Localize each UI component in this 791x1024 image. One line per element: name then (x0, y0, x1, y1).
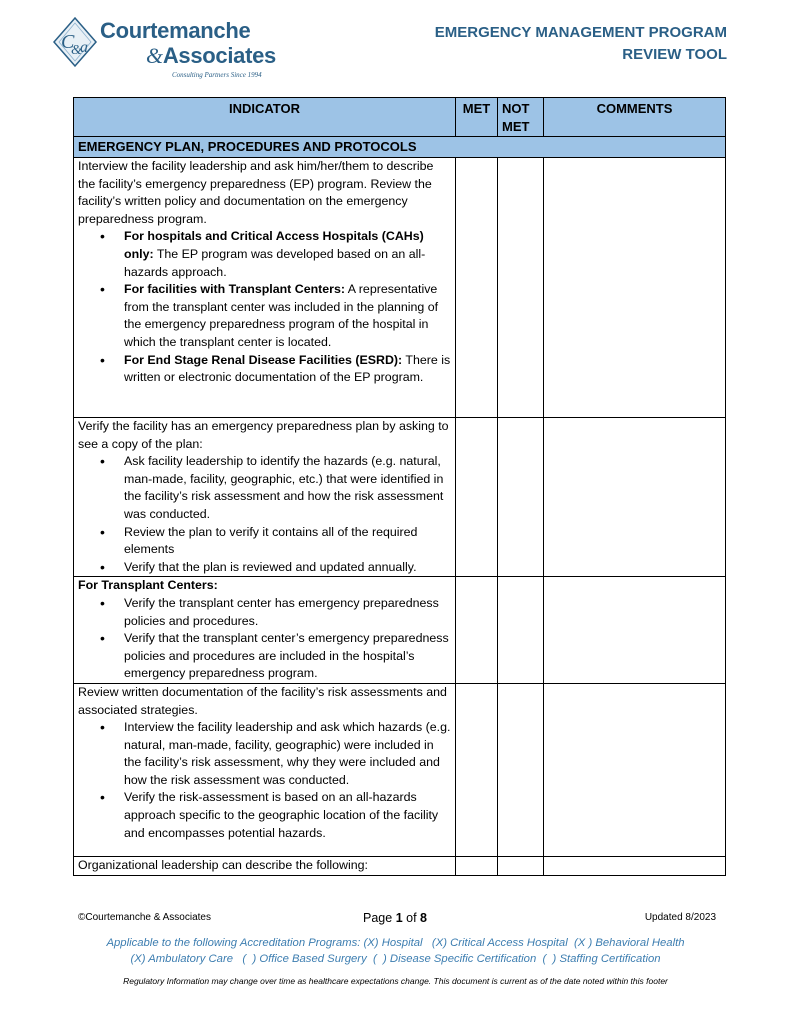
bullet-bold-label: For End Stage Renal Disease Facilities (ESRD): (124, 352, 403, 367)
page-of: of (402, 911, 421, 925)
indicator-cell (74, 158, 456, 418)
not-met-cell[interactable] (498, 158, 544, 418)
column-header-met: MET (456, 98, 498, 137)
met-cell[interactable] (456, 158, 498, 418)
comments-cell[interactable] (544, 683, 726, 856)
indicator-bullet-list (78, 719, 451, 842)
column-header-comments: COMMENTS (544, 98, 726, 137)
not-met-line2: MET (502, 118, 530, 134)
indicator-intro-bold: For Transplant Centers: (78, 578, 218, 593)
met-cell[interactable] (456, 683, 498, 856)
page-total: 8 (420, 911, 427, 925)
comments-cell[interactable] (544, 158, 726, 418)
list-item: • Review the plan to verify it contains all of the required elements (124, 524, 451, 559)
indicator-intro: Organizational leadership can describe the following: (78, 857, 368, 872)
table-row (74, 577, 726, 684)
comments-cell[interactable] (544, 418, 726, 577)
logo-ampersand: & (146, 43, 163, 68)
comments-cell[interactable] (544, 856, 726, 875)
column-header-not-met (498, 98, 544, 137)
monogram-diamond-icon (52, 16, 98, 68)
footer-updated-date: Updated 8/2023 (644, 912, 716, 923)
not-met-cell[interactable] (498, 577, 544, 684)
section-header-row (74, 137, 726, 158)
document-title (435, 22, 727, 66)
met-cell[interactable] (456, 577, 498, 684)
table-row (74, 418, 726, 577)
bullet-text: The EP program was developed based on an all-hazards approach. (124, 246, 426, 279)
list-item (124, 281, 451, 351)
bullet-bold-label: For hospitals and Critical Access Hospitals (CAHs) only: (124, 229, 424, 261)
column-header-indicator: INDICATOR (74, 98, 456, 137)
indicator-bullet-list (78, 595, 451, 683)
footer-disclaimer: Regulatory Information may change over time as healthcare expectations change. This document is current as of the date noted within this footer (123, 976, 668, 986)
programs-line1: Applicable to the following Accreditation Programs: (X) Hospital (X) Critical Access Hospital (X ) Behavioral Health (106, 937, 685, 949)
list-item: • Verify the risk-assessment is based on an all-hazards approach specific to the geographic location of the facility and encompasses potential hazards. (124, 789, 451, 842)
not-met-cell[interactable] (498, 418, 544, 577)
table-row (74, 856, 726, 875)
logo-name-line2 (146, 43, 276, 69)
page-current: 1 (395, 911, 403, 925)
page-prefix: Page (363, 911, 396, 925)
not-met-line1: NOT (502, 101, 530, 116)
list-item (124, 228, 451, 281)
list-item: • Ask facility leadership to identify the hazards (e.g. natural, man-made, facility, geographic, etc.) that were identified in the facility’s risk assessment and how the risk assessment was conducted. (124, 453, 451, 523)
indicator-cell (74, 683, 456, 856)
footer-page-number (330, 911, 460, 925)
bullet-text: A representative from the transplant center was included in the planning of the emergency preparedness program of the hospital in which the transplant center is located. (124, 282, 439, 349)
company-logo (52, 16, 282, 79)
programs-line2: (X) Ambulatory Care ( ) Office Based Surgery ( ) Disease Specific Certification ( ) Staffing Certification (130, 953, 661, 965)
list-item: • Verify the transplant center has emergency preparedness policies and procedures. (124, 595, 451, 630)
table-row (74, 158, 726, 418)
logo-name-line1: Courtemanche (100, 18, 251, 43)
indicator-bullet-list (78, 228, 451, 386)
indicator-intro: Review written documentation of the facility’s risk assessments and associated strategies. (78, 684, 447, 717)
indicator-cell (74, 577, 456, 684)
list-item (124, 352, 451, 387)
indicator-cell (74, 856, 456, 875)
svg-text:&: & (71, 43, 82, 58)
met-cell[interactable] (456, 856, 498, 875)
not-met-cell[interactable] (498, 856, 544, 875)
bullet-text: There is written or electronic documentation of the EP program. (124, 352, 451, 385)
comments-cell[interactable] (544, 577, 726, 684)
indicator-cell (74, 418, 456, 577)
document-title-line1: EMERGENCY MANAGEMENT PROGRAM (434, 24, 727, 41)
logo-associates: Associates (162, 43, 276, 68)
bullet-bold-label: For facilities with Transplant Centers: (124, 282, 346, 297)
svg-text:C: C (61, 31, 75, 53)
list-item: • Verify that the plan is reviewed and updated annually. (124, 559, 451, 577)
indicator-intro: Verify the facility has an emergency preparedness plan by asking to see a copy of the plan: (78, 419, 449, 451)
review-table (73, 97, 726, 876)
table-row (74, 683, 726, 856)
table-header-row (74, 98, 726, 137)
met-cell[interactable] (456, 418, 498, 577)
indicator-intro: Interview the facility leadership and ask him/her/them to describe the facility’s emergency preparedness (EP) program. Review the facility’s written policy and documentation on the emergency preparedness program. (78, 159, 434, 226)
logo-tagline: Consulting Partners Since 1994 (172, 71, 262, 79)
not-met-cell[interactable] (498, 683, 544, 856)
accreditation-programs (40, 935, 751, 967)
indicator-bullet-list (78, 453, 451, 576)
list-item: • Verify that the transplant center’s emergency preparedness policies and procedures are included in the hospital’s emergency preparedness program. (124, 630, 451, 683)
section-title: EMERGENCY PLAN, PROCEDURES AND PROTOCOLS (74, 137, 726, 158)
list-item: • Interview the facility leadership and ask which hazards (e.g. natural, man-made, facility, geographic) were included in the facility’s risk assessment, why they were included and how the risk assessment was conducted. (124, 719, 451, 789)
footer-copyright: ©Courtemanche & Associates (78, 912, 211, 923)
document-title-line2: REVIEW TOOL (622, 46, 727, 63)
svg-text:a: a (80, 39, 88, 56)
